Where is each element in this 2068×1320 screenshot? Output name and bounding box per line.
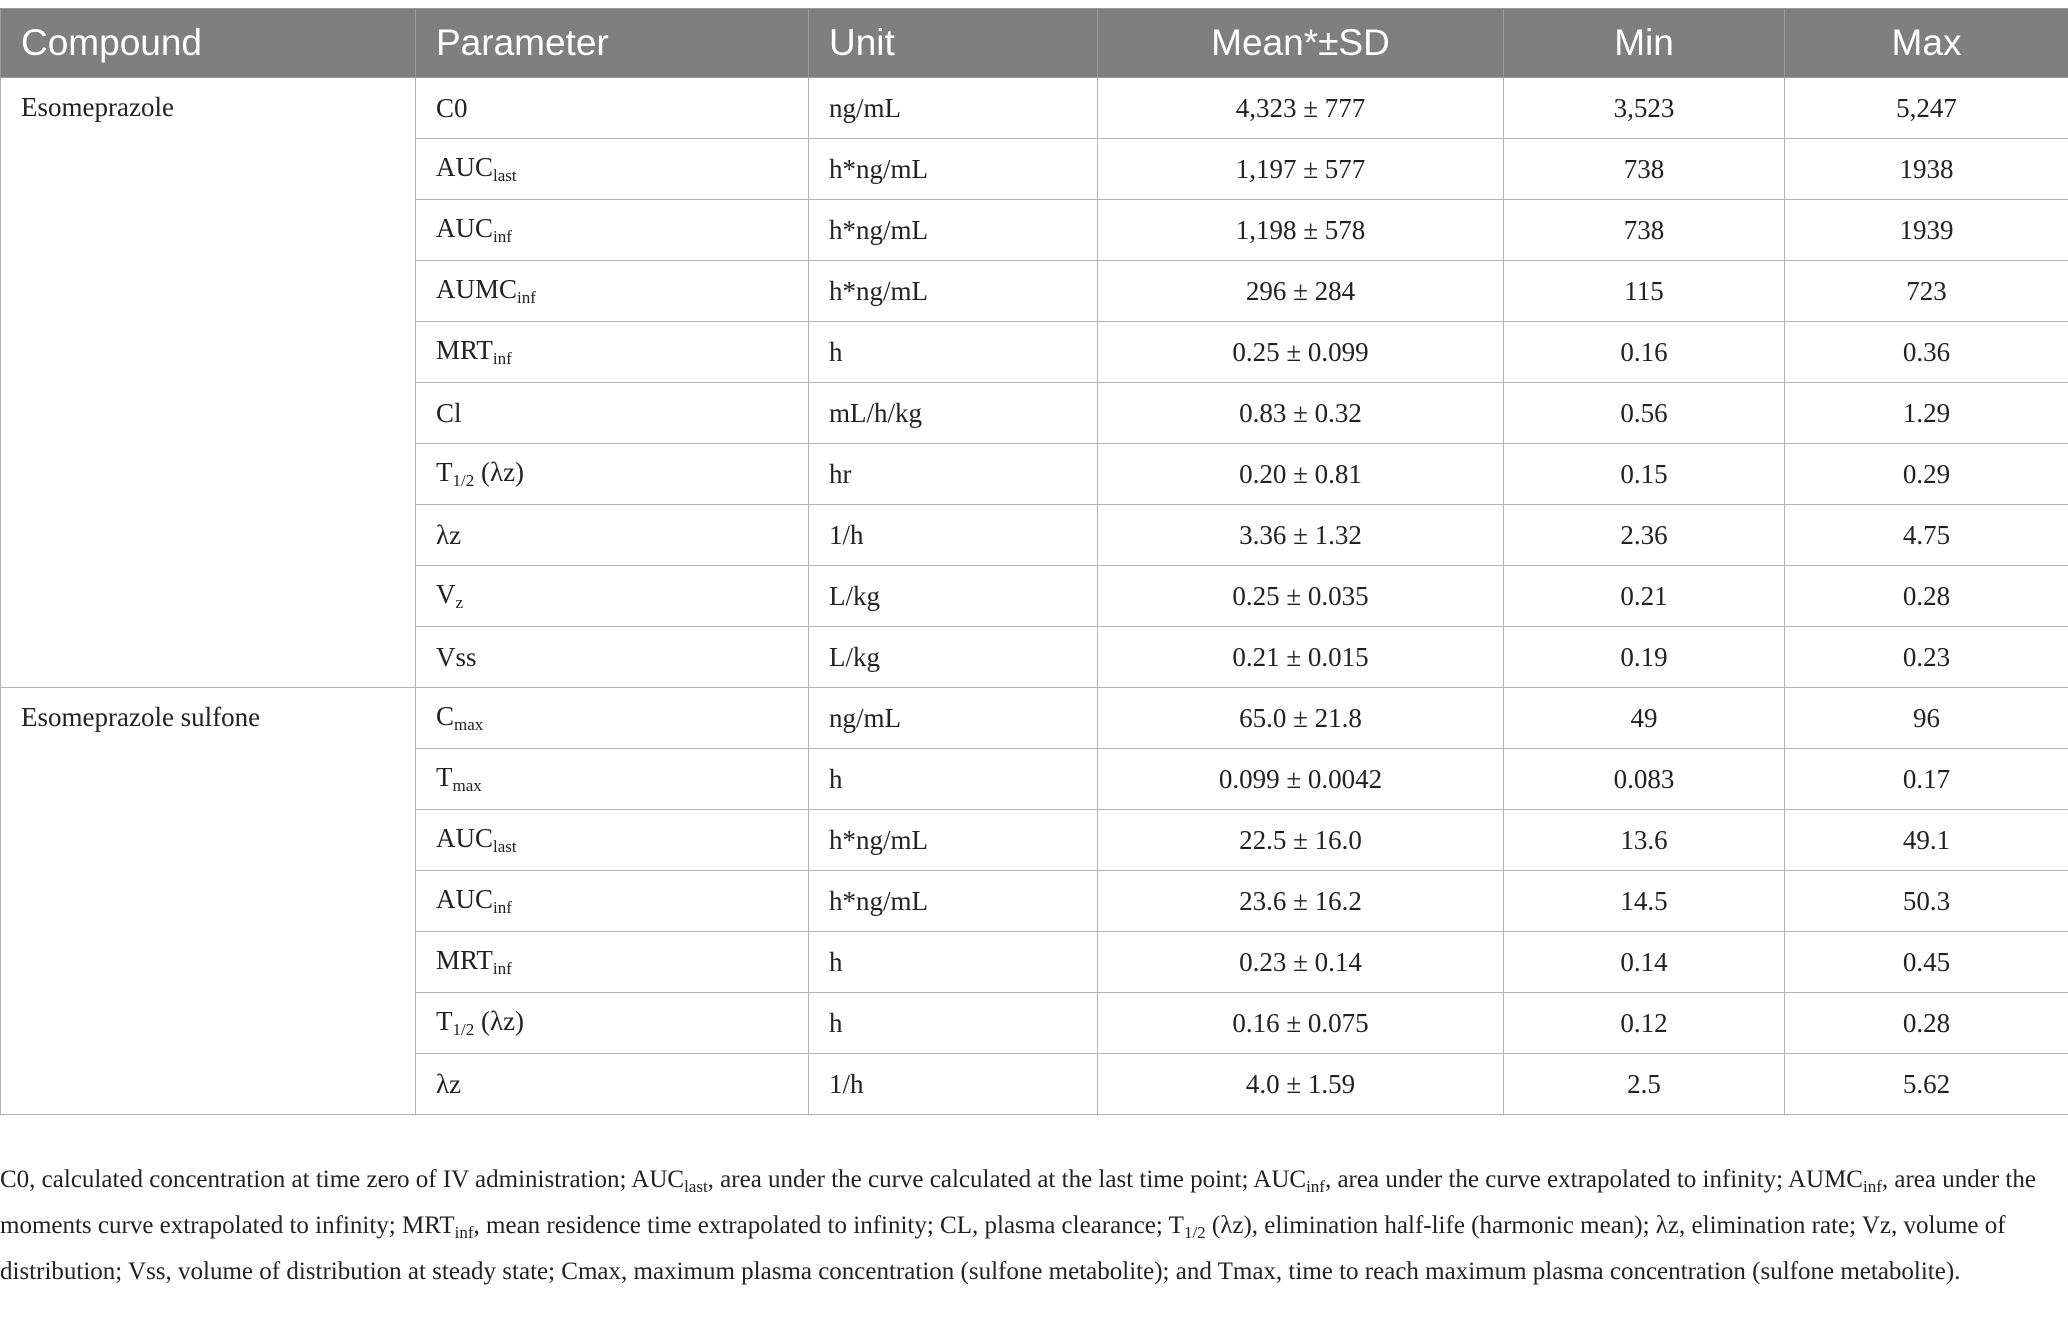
parameter-symbol: MRT (436, 945, 493, 975)
max-cell: 0.45 (1785, 932, 2068, 993)
max-cell: 0.36 (1785, 322, 2068, 383)
parameter-cell (416, 200, 809, 261)
max-cell: 4.75 (1785, 505, 2068, 566)
header-compound: Compound (1, 9, 416, 78)
min-cell: 49 (1504, 688, 1785, 749)
parameter-cell (416, 1054, 809, 1115)
unit-cell: h (809, 322, 1098, 383)
header-unit: Unit (809, 9, 1098, 78)
parameter-subscript: z (455, 593, 464, 612)
parameter-cell (416, 627, 809, 688)
unit-cell: mL/h/kg (809, 383, 1098, 444)
min-cell: 0.14 (1504, 932, 1785, 993)
max-cell: 49.1 (1785, 810, 2068, 871)
parameter-subscript: inf (492, 959, 512, 978)
parameter-cell (416, 261, 809, 322)
parameter-cell (416, 383, 809, 444)
parameter-symbol: AUC (436, 152, 494, 182)
parameter-subscript: max (454, 715, 484, 734)
max-cell: 1.29 (1785, 383, 2068, 444)
parameter-symbol: T (436, 1006, 453, 1036)
parameter-suffix: (λz) (474, 1006, 525, 1036)
max-cell: 0.28 (1785, 566, 2068, 627)
min-cell: 115 (1504, 261, 1785, 322)
header-row (1, 9, 2068, 78)
parameter-cell (416, 749, 809, 810)
mean-sd-cell: 0.21 ± 0.015 (1098, 627, 1504, 688)
mean-sd-cell: 0.25 ± 0.035 (1098, 566, 1504, 627)
mean-sd-cell: 23.6 ± 16.2 (1098, 871, 1504, 932)
min-cell: 13.6 (1504, 810, 1785, 871)
mean-sd-cell: 0.83 ± 0.32 (1098, 383, 1504, 444)
parameter-cell (416, 993, 809, 1054)
header-max: Max (1785, 9, 2068, 78)
unit-cell: L/kg (809, 627, 1098, 688)
parameter-cell (416, 139, 809, 200)
mean-sd-cell: 0.099 ± 0.0042 (1098, 749, 1504, 810)
footnote-subscript: 1/2 (1183, 1223, 1206, 1242)
unit-cell: ng/mL (809, 688, 1098, 749)
max-cell: 5.62 (1785, 1054, 2068, 1115)
parameter-cell (416, 322, 809, 383)
mean-sd-cell: 0.23 ± 0.14 (1098, 932, 1504, 993)
unit-cell: hr (809, 444, 1098, 505)
parameter-symbol: C0 (436, 92, 468, 123)
footnote-text: , area under the curve extrapolated to infinity; AUMC (1324, 1166, 1863, 1193)
parameter-subscript: inf (517, 288, 536, 307)
mean-sd-cell: 4,323 ± 777 (1098, 78, 1504, 139)
unit-cell: h*ng/mL (809, 261, 1098, 322)
footnote-text: , mean residence time extrapolated to infinity; CL, plasma clearance; T (473, 1212, 1184, 1239)
footnote-subscript: inf (1306, 1177, 1325, 1196)
mean-sd-cell: 3.36 ± 1.32 (1098, 505, 1504, 566)
max-cell: 1938 (1785, 139, 2068, 200)
unit-cell: h*ng/mL (809, 871, 1098, 932)
min-cell: 0.56 (1504, 383, 1785, 444)
min-cell: 0.21 (1504, 566, 1785, 627)
max-cell: 50.3 (1785, 871, 2068, 932)
unit-cell: h*ng/mL (809, 200, 1098, 261)
footnote-text: , area under the curve calculated at the last time point; AUC (707, 1166, 1307, 1193)
header-mean-sd: Mean*±SD (1098, 9, 1504, 78)
footnote-text: , area under the moments curve extrapolated to infinity; MRT (0, 1166, 2036, 1239)
mean-sd-cell: 1,197 ± 577 (1098, 139, 1504, 200)
footnote-text: (λz), elimination half-life (harmonic mean); λz, elimination rate; Vz, volume of distribution; Vss, volume of distribution at steady state; Cmax, maximum plasma concentration (sulfone metabolite); and Tmax, time to reach maximum plasma concentration (sulfone metabolite). (0, 1212, 2006, 1285)
parameter-subscript: max (452, 776, 482, 795)
min-cell: 0.16 (1504, 322, 1785, 383)
parameter-symbol: AUC (436, 823, 494, 853)
max-cell: 0.28 (1785, 993, 2068, 1054)
parameter-cell (416, 444, 809, 505)
min-cell: 738 (1504, 200, 1785, 261)
parameter-cell (416, 932, 809, 993)
table-row (1, 688, 2068, 749)
min-cell: 0.19 (1504, 627, 1785, 688)
parameter-subscript: 1/2 (452, 471, 475, 490)
max-cell: 1939 (1785, 200, 2068, 261)
unit-cell: 1/h (809, 1054, 1098, 1115)
mean-sd-cell: 296 ± 284 (1098, 261, 1504, 322)
min-cell: 0.12 (1504, 993, 1785, 1054)
table-row (1, 78, 2068, 139)
mean-sd-cell: 0.16 ± 0.075 (1098, 993, 1504, 1054)
parameter-cell (416, 810, 809, 871)
footnote-text: C0, calculated concentration at time zero of IV administration; AUC (0, 1166, 685, 1193)
parameter-cell (416, 871, 809, 932)
parameter-subscript: last (493, 166, 517, 185)
min-cell: 738 (1504, 139, 1785, 200)
parameter-cell (416, 566, 809, 627)
table-footnote (0, 1160, 2060, 1291)
min-cell: 2.36 (1504, 505, 1785, 566)
table-body (1, 78, 2068, 1115)
parameter-symbol: V (436, 579, 456, 609)
min-cell: 3,523 (1504, 78, 1785, 139)
parameter-symbol: AUC (436, 884, 494, 914)
parameter-cell (416, 505, 809, 566)
unit-cell: h*ng/mL (809, 139, 1098, 200)
min-cell: 14.5 (1504, 871, 1785, 932)
parameter-cell (416, 78, 809, 139)
unit-cell: h*ng/mL (809, 810, 1098, 871)
mean-sd-cell: 0.20 ± 0.81 (1098, 444, 1504, 505)
mean-sd-cell: 65.0 ± 21.8 (1098, 688, 1504, 749)
parameter-symbol: T (436, 457, 453, 487)
parameter-symbol: C (436, 701, 455, 731)
unit-cell: ng/mL (809, 78, 1098, 139)
footnote-subscript: inf (1862, 1177, 1882, 1196)
mean-sd-cell: 22.5 ± 16.0 (1098, 810, 1504, 871)
parameter-symbol: λz (436, 519, 462, 550)
parameter-subscript: 1/2 (452, 1020, 475, 1039)
parameter-symbol: Vss (436, 641, 477, 672)
parameter-suffix: (λz) (474, 457, 525, 487)
unit-cell: h (809, 932, 1098, 993)
max-cell: 0.29 (1785, 444, 2068, 505)
parameter-symbol: T (436, 762, 453, 792)
pk-parameters-table (0, 8, 2068, 1115)
footnote-subscript: last (684, 1177, 708, 1196)
mean-sd-cell: 0.25 ± 0.099 (1098, 322, 1504, 383)
min-cell: 0.083 (1504, 749, 1785, 810)
parameter-subscript: inf (493, 898, 512, 917)
parameter-subscript: last (493, 837, 517, 856)
min-cell: 2.5 (1504, 1054, 1785, 1115)
mean-sd-cell: 4.0 ± 1.59 (1098, 1054, 1504, 1115)
max-cell: 96 (1785, 688, 2068, 749)
parameter-symbol: λz (436, 1068, 462, 1099)
unit-cell: h (809, 749, 1098, 810)
max-cell: 0.17 (1785, 749, 2068, 810)
min-cell: 0.15 (1504, 444, 1785, 505)
unit-cell: 1/h (809, 505, 1098, 566)
parameter-symbol: AUMC (436, 274, 518, 304)
parameter-cell (416, 688, 809, 749)
parameter-symbol: AUC (436, 213, 494, 243)
header-parameter: Parameter (416, 9, 809, 78)
parameter-symbol: MRT (436, 335, 493, 365)
parameter-symbol: Cl (436, 397, 462, 428)
parameter-subscript: inf (492, 349, 512, 368)
mean-sd-cell: 1,198 ± 578 (1098, 200, 1504, 261)
max-cell: 5,247 (1785, 78, 2068, 139)
unit-cell: L/kg (809, 566, 1098, 627)
compound-cell: Esomeprazole sulfone (1, 688, 416, 1115)
max-cell: 0.23 (1785, 627, 2068, 688)
compound-cell: Esomeprazole (1, 78, 416, 688)
header-min: Min (1504, 9, 1785, 78)
parameter-subscript: inf (493, 227, 512, 246)
footnote-subscript: inf (454, 1223, 474, 1242)
max-cell: 723 (1785, 261, 2068, 322)
unit-cell: h (809, 993, 1098, 1054)
